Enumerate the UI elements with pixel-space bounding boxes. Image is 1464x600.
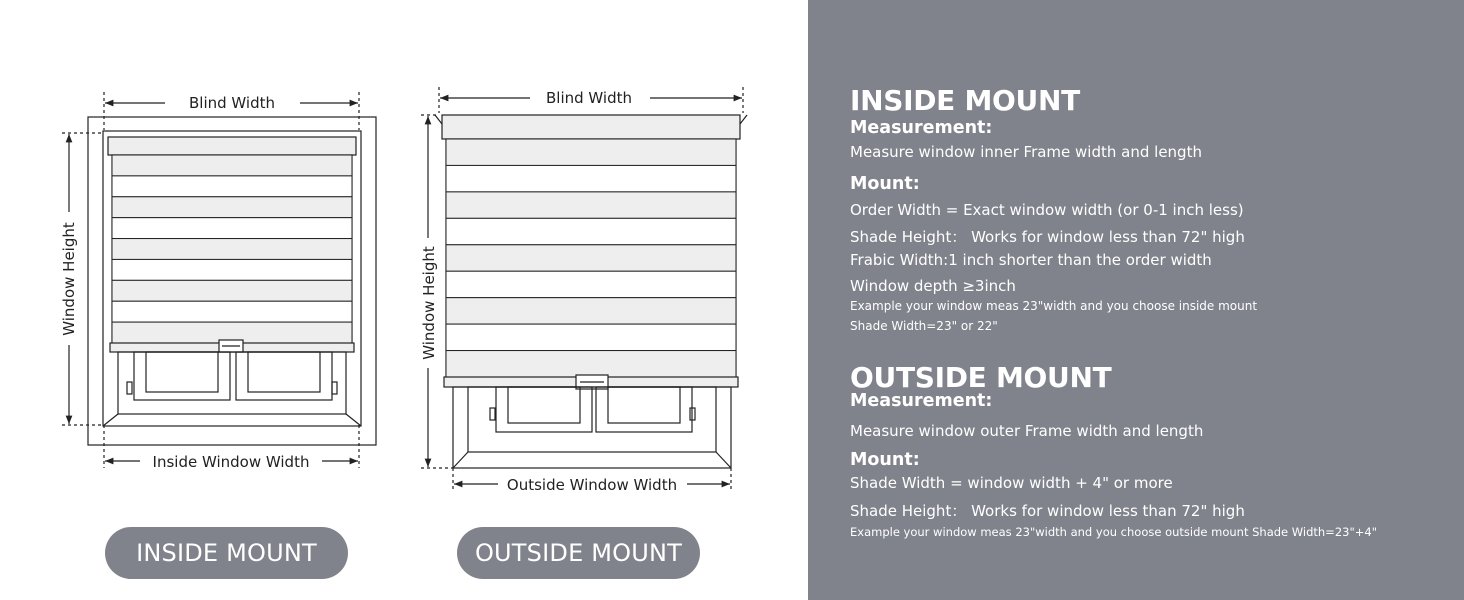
fabric-band [112,197,352,218]
fabric-band [446,324,736,350]
inside-window-width-label: Inside Window Width [152,453,310,471]
outside-shade-width: Shade Width = window width + 4" or more [850,474,1173,492]
instructions-panel [808,0,1464,600]
sash-right [596,387,692,432]
fabric-band [112,259,352,280]
inside-shade-height: Shade Height： Works for window less than 72" high [850,228,1245,246]
inside-measurement-heading: Measurement: [850,118,993,138]
window-sill-frame [118,352,346,414]
sash-left [134,352,230,400]
fabric-band [446,139,736,165]
inside-mount-diagram [0,0,420,480]
inside-mount-heading: Mount: [850,174,920,194]
outside-measurement-heading: Measurement: [850,391,993,411]
fabric-band [112,280,352,301]
fabric-band [446,298,736,324]
fabric-band [112,218,352,239]
outside-example-line: Example your window meas 23"width and you choose outside mount Shade Width=23"+4" [850,525,1377,539]
window-height-label: Window Height [60,222,78,336]
fabric-band [446,165,736,191]
fabric-band [446,192,736,218]
fabric-band [446,351,736,377]
fabric-bands [112,155,352,343]
outside-shade-height: Shade Height： Works for window less than 72" high [850,502,1245,520]
fabric-band [446,245,736,271]
inside-example-line-2: Shade Width=23" or 22" [850,319,998,333]
blind-width-label: Blind Width [545,89,633,107]
outside-mount-button[interactable]: OUTSIDE MOUNT [457,527,700,579]
inside-measurement-text: Measure window inner Frame width and length [850,143,1202,161]
sash-left [496,387,592,432]
inside-example-line-1: Example your window meas 23"width and you choose inside mount [850,299,1258,313]
outside-measurement-text: Measure window outer Frame width and length [850,422,1204,440]
headrail [442,115,740,139]
outside-mount-title: OUTSIDE MOUNT [850,361,1112,394]
inside-mount-button[interactable]: INSIDE MOUNT [105,527,348,579]
fabric-band [112,155,352,176]
inside-mount-title: INSIDE MOUNT [850,84,1080,117]
blind-width-label: Blind Width [188,94,276,112]
fabric-band [446,218,736,244]
inside-order-width: Order Width = Exact window width (or 0-1 inch less) [850,201,1244,219]
inside-fabric-width: Frabic Width:1 inch shorter than the order width [850,251,1212,269]
fabric-bands [446,139,736,377]
headrail [108,137,356,155]
inside-window-depth: Window depth ≥3inch [850,277,1016,295]
window-height-label: Window Height [420,246,438,360]
outside-mount-diagram [405,0,785,500]
sash-right [236,352,332,400]
outside-window-width-label: Outside Window Width [506,476,678,494]
fabric-band [112,239,352,260]
fabric-band [112,301,352,322]
fabric-band [112,176,352,197]
outside-mount-heading: Mount: [850,450,920,470]
fabric-band [446,271,736,297]
